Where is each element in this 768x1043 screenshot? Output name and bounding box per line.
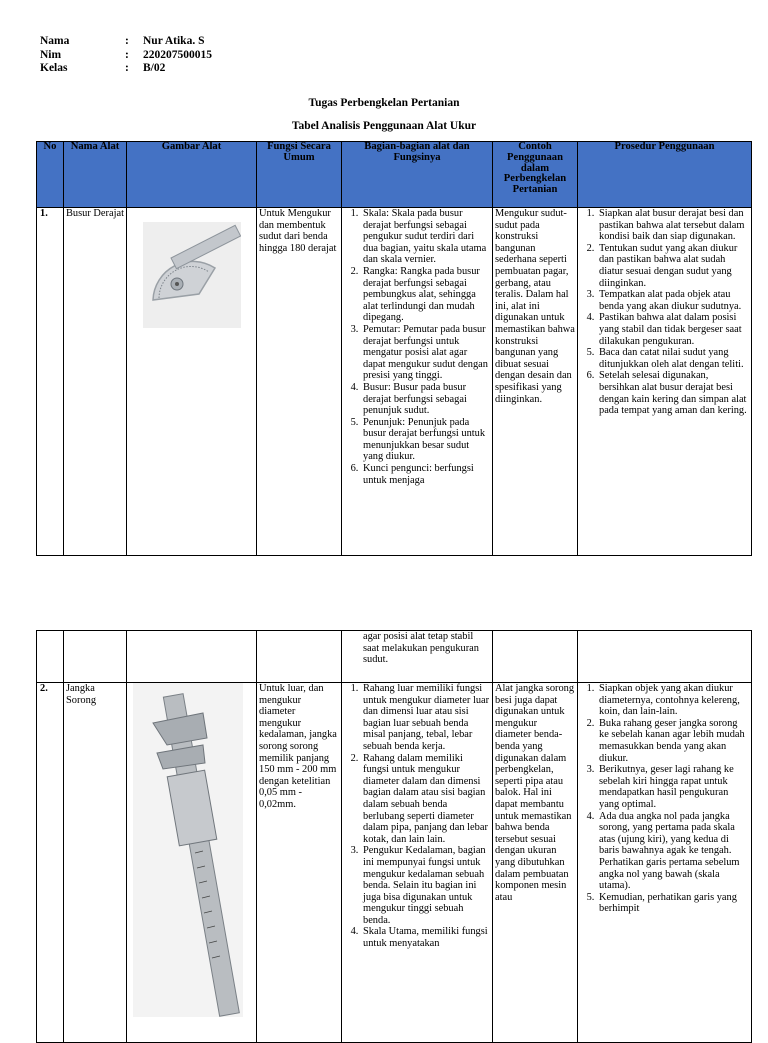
colon: : — [125, 62, 129, 74]
caliper-photo — [133, 683, 243, 1017]
colon: : — [125, 35, 129, 47]
list-item: 1. Rahang luar memiliki fungsi untuk mengukur diameter luar dan dimensi luar atau sisi bagian luar sebuah benda misal panjang, tebal, lebar sebuah benda kerja. — [361, 683, 490, 753]
list-item: 4. Ada dua angka nol pada jangka sorong, yang pertama pada skala atas (ujung kiri), yang kedua di baris bawahnya agak ke tengah. Perhatikan garis pertama sebelum angka nol yang bawah (skala utama). — [597, 811, 749, 892]
nama-label: Nama — [40, 35, 70, 47]
header-prosedur: Prosedur Penggunaan — [578, 142, 752, 208]
tool-name: Busur Derajat — [64, 208, 127, 556]
header-contoh: Contoh Penggunaan dalam Perbengkelan Pertanian — [493, 142, 578, 208]
header-no: No — [37, 142, 64, 208]
procedure-cell — [578, 208, 752, 556]
general-function: Untuk Mengukur dan membentuk sudut dari benda hingga 180 derajat — [257, 208, 342, 556]
list-item: 6. Kunci pengunci: berfungsi untuk menjaga — [361, 463, 490, 486]
procedure-cell — [578, 683, 752, 1043]
list-item: 1. Siapkan alat busur derajat besi dan pastikan bahwa alat tersebut dalam kondisi baik dan siap digunakan. — [597, 208, 749, 243]
colon: : — [125, 48, 129, 61]
tool-image-cell — [127, 683, 257, 1043]
table-row-continued — [37, 631, 752, 683]
kelas-value: B/02 — [143, 62, 166, 74]
parts-list — [344, 683, 490, 950]
procedure-list — [580, 683, 749, 915]
list-item: 3. Pemutar: Pemutar pada busur derajat berfungsi untuk mengatur posisi alat agar dapat mengukur sudut dengan presisi yang tinggi. — [361, 324, 490, 382]
list-item: 6. Setelah selesai digunakan, bersihkan alat busur derajat besi dengan kain kering dan simpan alat pada tempat yang aman dan kering. — [597, 370, 749, 416]
parts-cell — [342, 208, 493, 556]
list-item: 3. Tempatkan alat pada objek atau benda yang akan diukur sudutnya. — [597, 289, 749, 312]
header-gambar-alat: Gambar Alat — [127, 142, 257, 208]
list-item: 3. Berikutnya, geser lagi rahang ke sebelah kiri hingga rapat untuk mendapatkan hasil pengukuran yang optimal. — [597, 764, 749, 810]
usage-example: Mengukur sudut-sudut pada konstruksi bangunan sederhana seperti pembuatan pagar, gerbang, atau teralis. Dalam hal ini, alat ini digunakan untuk memastikan bahwa konstruksi bangunan yang dibuat sesuai dengan desain dan spesifikasi yang diinginkan. — [493, 208, 578, 556]
kelas-label: Kelas — [40, 62, 68, 74]
table-row — [37, 683, 752, 1043]
list-item: 2. Buka rahang geser jangka sorong ke sebelah kanan agar lebih mudah memasukkan benda yang akan diukur. — [597, 718, 749, 764]
tool-name: Jangka Sorong — [64, 683, 127, 1043]
tool-image-cell — [127, 208, 257, 556]
document-page-2 — [0, 570, 768, 1024]
list-item: 5. Baca dan catat nilai sudut yang ditunjukkan oleh alat dengan teliti. — [597, 347, 749, 370]
list-item: 1. Skala: Skala pada busur derajat berfungsi sebagai pengukur sudut terdiri dari dua bagian, yaitu skala utama dan skala vernier. — [361, 208, 490, 266]
nim-value: 220207500015 — [143, 48, 212, 61]
header-bagian: Bagian-bagian alat dan Fungsinya — [342, 142, 493, 208]
list-item: 2. Rangka: Rangka pada busur derajat berfungsi sebagai pembungkus alat, sehingga alat terlindungi dan mudah dipegang. — [361, 266, 490, 324]
row-number: 2. — [37, 683, 64, 1043]
analysis-table — [36, 141, 752, 556]
list-item: 2. Rahang dalam memiliki fungsi untuk mengukur diameter dalam dan dimensi bagian dalam atau sisi bagian dalam sebuah benda berlubang seperti diameter dalam pipa, panjang dan lebar kotak, dan lain lain. — [361, 753, 490, 846]
list-item: 2. Tentukan sudut yang akan diukur dan pastikan bahwa alat sudah diatur sesuai dengan sudut yang diinginkan. — [597, 243, 749, 289]
usage-example: Alat jangka sorong besi juga dapat digunakan untuk mengukur diameter benda-benda yang digunakan dalam perbengkelan, seperti pipa atau balok. Hal ini dapat membantu untuk memastikan bahwa benda tersebut sesuai dengan ukuran yang dibutuhkan dalam pembuatan komponen mesin atau — [493, 683, 578, 1043]
list-item-continued: agar posisi alat tetap stabil saat melakukan pengukuran sudut. — [363, 631, 479, 666]
list-item: 5. Penunjuk: Penunjuk pada busur derajat berfungsi untuk menunjukkan besar sudut yang diukur. — [361, 417, 490, 463]
list-item: 1. Siapkan objek yang akan diukur diameternya, contohnya kelereng, koin, dan lain-lain. — [597, 683, 749, 718]
table-title: Tabel Analisis Penggunaan Alat Ukur — [291, 120, 477, 132]
procedure-list — [580, 208, 749, 417]
header-fungsi: Fungsi Secara Umum — [257, 142, 342, 208]
nim-label: Nim — [40, 48, 62, 61]
parts-cell — [342, 683, 493, 1043]
document-title: Tugas Perbengkelan Pertanian — [308, 97, 460, 109]
nama-value: Nur Atika. S — [143, 35, 205, 47]
table-row — [37, 208, 752, 556]
list-item: 3. Pengukur Kedalaman, bagian ini mempunyai fungsi untuk mengukur kedalaman sebuah benda. Selain itu bagian ini juga bisa digunakan untuk mengukur tinggi sebuah benda. — [361, 845, 490, 926]
analysis-table-continued — [36, 630, 752, 1043]
parts-list — [344, 208, 490, 486]
header-nama-alat: Nama Alat — [64, 142, 127, 208]
list-item: 4. Pastikan bahwa alat dalam posisi yang stabil dan tidak bergeser saat dilakukan pengukuran. — [597, 312, 749, 347]
parts-cell-continued — [342, 631, 493, 683]
student-info — [40, 35, 212, 76]
general-function: Untuk luar, dan mengukur diameter mengukur kedalaman, jangka sorong sorong memilik panjang 150 mm - 200 mm dengan ketelitian 0,05 mm - 0,02mm. — [257, 683, 342, 1043]
list-item: 5. Kemudian, perhatikan garis yang berhimpit — [597, 892, 749, 915]
row-number: 1. — [37, 208, 64, 556]
list-item: 4. Busur: Busur pada busur derajat berfungsi sebagai penunjuk sudut. — [361, 382, 490, 417]
list-item: 4. Skala Utama, memiliki fungsi untuk menyatakan — [361, 926, 490, 949]
protractor-photo — [143, 222, 241, 328]
